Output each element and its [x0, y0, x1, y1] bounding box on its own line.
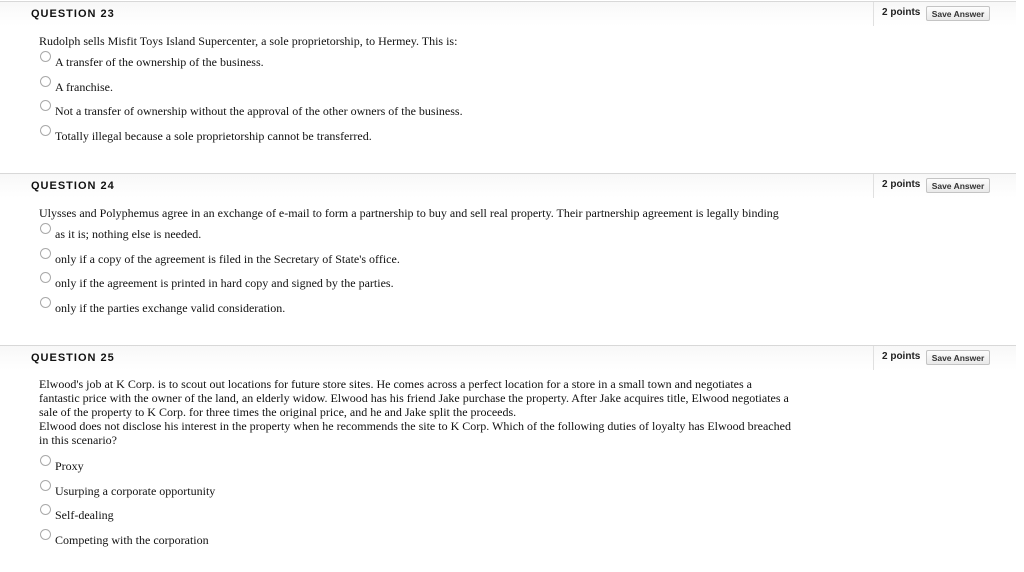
option-label: Proxy: [55, 459, 84, 473]
question-title: QUESTION 24: [31, 180, 115, 192]
option-label: as it is; nothing else is needed.: [55, 227, 202, 241]
question-header: [0, 345, 1016, 370]
option-label: only if a copy of the agreement is filed in the Secretary of State's office.: [55, 252, 400, 266]
option-label: only if the parties exchange valid consideration.: [55, 301, 286, 315]
prompt-paragraph: Rudolph sells Misfit Toys Island Supercenter, a sole proprietorship, to Hermey. This is:: [39, 34, 458, 48]
prompt-paragraph: Elwood's job at K Corp. is to scout out locations for future store sites. He comes across a perfect location for a store in a small town and negotiates a fantastic price with the owner of the land, an elderly widow. Elwood has his friend Jake purchase the property. After Jake acquires title, Elwood negotiates a sale of the property to K Corp. for three times the original price, and he and Jake split the proceeds.: [39, 377, 789, 419]
save-answer-button[interactable]: Save Answer: [926, 6, 990, 21]
question-header: [0, 173, 1016, 198]
question-title: QUESTION 23: [31, 8, 115, 20]
radio-button[interactable]: [40, 272, 51, 283]
question-header: [0, 1, 1016, 26]
question-title: QUESTION 25: [31, 352, 115, 364]
radio-button[interactable]: [40, 125, 51, 136]
prompt-paragraph: Ulysses and Polyphemus agree in an exchange of e-mail to form a partnership to buy and sell real property. Their partnership agreement is legally binding: [39, 206, 779, 220]
save-answer-button[interactable]: Save Answer: [926, 350, 990, 365]
question-prompt: [39, 34, 799, 48]
radio-button[interactable]: [40, 100, 51, 111]
points-label: 2 points: [882, 351, 921, 362]
radio-button[interactable]: [40, 51, 51, 62]
option-label: Self-dealing: [55, 508, 114, 522]
radio-button[interactable]: [40, 297, 51, 308]
option-label: Totally illegal because a sole proprietorship cannot be transferred.: [55, 129, 372, 143]
option-label: A franchise.: [55, 80, 113, 94]
radio-button[interactable]: [40, 223, 51, 234]
radio-button[interactable]: [40, 529, 51, 540]
prompt-paragraph: Elwood does not disclose his interest in the property when he recommends the site to K Corp. Which of the following duties of loyalty has Elwood breached in this scenario?: [39, 419, 791, 447]
radio-button[interactable]: [40, 248, 51, 259]
option-label: Usurping a corporate opportunity: [55, 484, 216, 498]
question-prompt: [39, 206, 839, 220]
points-label: 2 points: [882, 7, 921, 18]
question-actions: [873, 346, 1017, 370]
radio-button[interactable]: [40, 455, 51, 466]
question-actions: [873, 2, 1017, 26]
radio-button[interactable]: [40, 480, 51, 491]
question-actions: [873, 174, 1017, 198]
option-label: A transfer of the ownership of the business.: [55, 55, 264, 69]
option-label: Not a transfer of ownership without the approval of the other owners of the business.: [55, 104, 463, 118]
points-label: 2 points: [882, 179, 921, 190]
save-answer-button[interactable]: Save Answer: [926, 178, 990, 193]
question-prompt: [39, 377, 794, 447]
option-label: Competing with the corporation: [55, 533, 209, 547]
radio-button[interactable]: [40, 504, 51, 515]
radio-button[interactable]: [40, 76, 51, 87]
option-label: only if the agreement is printed in hard copy and signed by the parties.: [55, 276, 394, 290]
